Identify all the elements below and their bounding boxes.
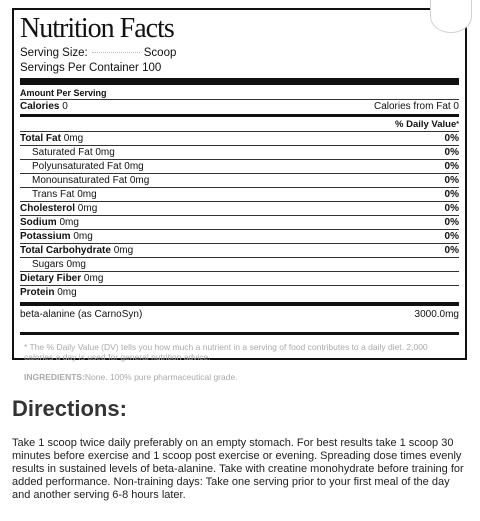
nutrient-name: Cholesterol xyxy=(20,203,76,214)
calories-row xyxy=(20,99,459,113)
nutrient-row xyxy=(20,145,459,159)
nutrient-row xyxy=(20,201,459,215)
daily-value-header-mark: * xyxy=(456,121,459,128)
nutrient-row xyxy=(20,243,459,257)
nutrient-row xyxy=(20,257,459,271)
nutrient-row xyxy=(20,187,459,201)
nutrient-amount: 0mg xyxy=(124,161,144,172)
serving-size-row xyxy=(20,46,459,61)
calories-label: Calories xyxy=(20,101,60,112)
nutrient-amount: 0mg xyxy=(73,231,93,242)
nutrient-daily-value: 0% xyxy=(444,161,459,172)
nutrient-row xyxy=(20,271,459,285)
nutrients-list xyxy=(20,131,459,299)
nutrient-name: Polyunsaturated Fat xyxy=(32,161,122,172)
daily-value-footnote: * The % Daily Value (DV) tells you how much a nutrient in a serving of food contributes to a daily diet. 2,000 calories a day is used for general nutrition advice. xyxy=(24,342,428,362)
ingredients-value: None. 100% pure pharmaceutical grade. xyxy=(84,372,238,382)
calories-value: 0 xyxy=(62,101,68,112)
nutrient-row xyxy=(20,229,459,243)
nutrient-name: Trans Fat xyxy=(32,189,75,200)
divider-medium xyxy=(20,114,459,117)
nutrient-daily-value: 0% xyxy=(444,231,459,242)
nutrient-name: Total Carbohydrate xyxy=(20,245,111,256)
directions-text: Take 1 scoop twice daily preferably on an empty stomach. For best results take 1 scoop 30 minutes before exercise and 1 scoop post exercise or evening. Spreading dose times evenly results in sustained levels of beta-alanine. Take with creatine monohydrate before training for added performance. Non-training days: Take one serving prior to your first meal of the day and another serving 6-8 hours later. xyxy=(12,437,464,501)
nutrient-daily-value: 0% xyxy=(444,245,459,256)
nutrient-name: Protein xyxy=(20,287,55,298)
serving-size-blank xyxy=(92,52,140,53)
serving-size-value: Scoop xyxy=(143,47,177,59)
nutrition-facts-title: Nutrition Facts xyxy=(20,13,174,44)
amount-per-serving: Amount Per Serving xyxy=(20,88,107,98)
serving-size-label: Serving Size: xyxy=(20,47,88,59)
nutrient-amount: 0mg xyxy=(63,133,84,144)
nutrient-amount: 0mg xyxy=(57,287,77,298)
nutrient-amount: 0mg xyxy=(95,147,115,158)
nutrient-name: Total Fat xyxy=(20,133,61,144)
nutrient-amount: 0mg xyxy=(66,259,86,270)
nutrient-daily-value: 0% xyxy=(444,175,459,186)
nutrient-name: Sugars xyxy=(32,259,64,270)
divider-thick-2 xyxy=(20,302,459,306)
calories-from-fat: Calories from Fat 0 xyxy=(373,101,459,112)
nutrient-amount: 0mg xyxy=(59,217,79,228)
directions-heading: Directions: xyxy=(12,396,127,421)
daily-value-header-label: % Daily Value xyxy=(395,119,457,130)
nutrient-daily-value: 0% xyxy=(444,147,459,158)
nutrient-name: Monounsaturated Fat xyxy=(32,175,128,186)
nutrient-row xyxy=(20,131,459,145)
nutrient-name: Saturated Fat xyxy=(32,147,93,158)
nutrient-row xyxy=(20,159,459,173)
nutrient-amount: 0mg xyxy=(77,189,97,200)
ingredients-label: INGREDIENTS: xyxy=(24,372,85,382)
nutrient-name: Dietary Fiber xyxy=(20,273,82,284)
nutrition-facts-label xyxy=(12,8,467,382)
supplement-amount: 3000.0mg xyxy=(414,309,459,320)
nutrient-name: Potassium xyxy=(20,231,71,242)
nutrient-amount: 0mg xyxy=(113,245,134,256)
nutrient-amount: 0mg xyxy=(77,203,98,214)
supplement-row xyxy=(20,308,459,322)
nutrient-row xyxy=(20,215,459,229)
nutrient-amount: 0mg xyxy=(129,175,150,186)
nutrient-row xyxy=(20,173,459,187)
nutrient-amount: 0mg xyxy=(83,273,104,284)
nutrient-daily-value: 0% xyxy=(444,203,459,214)
divider-thick xyxy=(20,78,459,85)
nutrient-row xyxy=(20,285,459,299)
corner-badge xyxy=(430,0,472,33)
nutrient-daily-value: 0% xyxy=(444,217,459,228)
ingredients xyxy=(20,362,459,382)
servings-per-container: Servings Per Container 100 xyxy=(20,62,162,74)
divider-medium-2 xyxy=(20,332,459,335)
nutrient-daily-value: 0% xyxy=(444,133,459,144)
supplement-name: beta-alanine (as CarnoSyn) xyxy=(20,309,143,320)
daily-value-header xyxy=(20,118,459,131)
nutrient-name: Sodium xyxy=(20,217,57,228)
nutrient-daily-value: 0% xyxy=(444,189,459,200)
